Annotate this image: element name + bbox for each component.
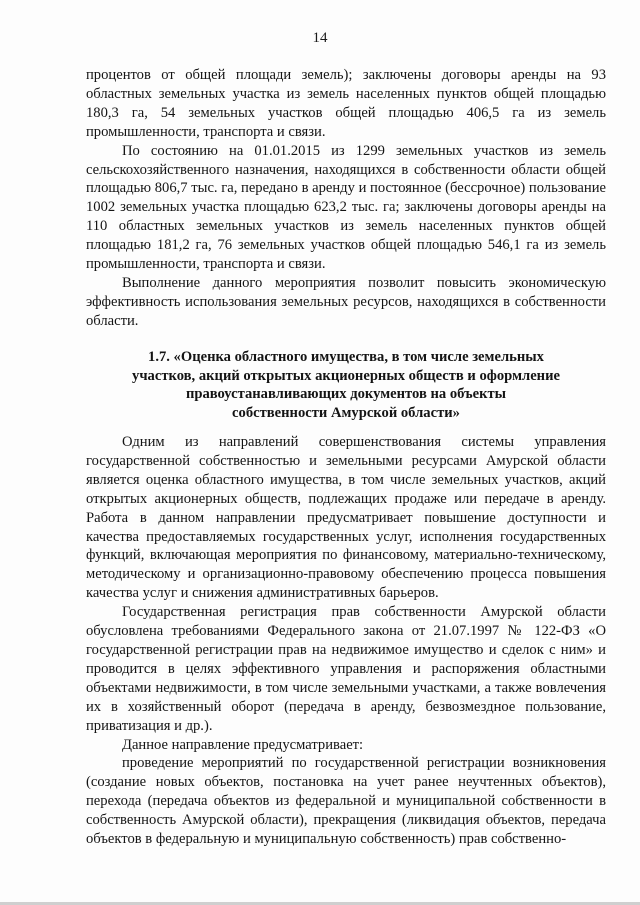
section-heading-line: правоустанавливающих документов на объекты [185, 386, 507, 403]
page-number: 14 [312, 30, 328, 46]
section-heading [86, 348, 606, 422]
section-heading-line: участков, акций открытых акционерных обществ и оформление [132, 367, 560, 384]
paragraph-continued: процентов от общей площади земель); заключены договоры аренды на 93 областных земельных участка из земель населенных пунктов общей площадью 180,3 га, 54 земельных участков общей площадью 406,5 га из земель промышленности, транспорта и связи. [86, 67, 606, 140]
section-heading-line: 1.7. «Оценка областного имущества, в том числе земельных [148, 349, 544, 365]
main-text-block [86, 433, 606, 849]
paragraph-state-registration: Государственная регистрация прав собственности Амурской области обусловлена требованиями Федерального закона от 21.07.1997 № 122-ФЗ «О государственной регистрации прав на недвижимое имущество и сделок с ним» и проводится в целях эффективного управления и распоряжения областными объектами недвижимости, в том числе земельными участками, а также вовлечения их в хозяйственный оборот (передача в аренду, безвозмездное пользование, приватизация и др.). [86, 604, 606, 734]
paragraph-efficiency: Выполнение данного мероприятия позволит повысить экономическую эффективность использования земельных ресурсов, находящихся в собственности области. [86, 274, 606, 329]
paragraph-land-status: По состоянию на 01.01.2015 из 1299 земельных участков из земель сельскохозяйственного назначения, находящихся в собственности области общей площадью 806,7 тыс. га, передано в аренду и постоянное (бессрочное) пользование 1002 земельных участка площадью 623,2 тыс. га; заключены договоры аренды на 110 областных земельных участков из земель населенных пунктов общей площадью 181,2 га, 76 земельных участков общей площадью 546,1 га из земель промышленности, транспорта и связи. [86, 142, 606, 273]
paragraph-property-assessment: Одним из направлений совершенствования системы управления государственной собственностью и земельными ресурсами Амурской области является оценка областного имущества, в том числе земельных участков, акций открытых акционерных обществ, подлежащих продаже или передаче в аренду. Работа в данном направлении предусматривает повышение доступности и качества предоставляемых государственных услуг, исполнения государственных функций, включающая мероприятия по финансовому, материально-техническому, методическому и организационно-правовому обеспечению процесса повышения качества услуг и снижения административных барьеров. [86, 434, 606, 602]
paragraph-direction-intro: Данное направление предусматривает: [122, 736, 364, 753]
paragraph-registration-measures: проведение мероприятий по государственной регистрации возникновения (создание новых объектов, постановка на учет ранее неучтенных объектов), перехода (передача объектов из федеральной и муниципальной собственности в собственность Амурской области), прекращения (ликвидация объектов, передача объектов в федеральную и муниципальную собственность) прав собственно- [86, 755, 606, 848]
section-heading-line: собственности Амурской области» [232, 404, 460, 421]
top-text-block [86, 66, 606, 331]
